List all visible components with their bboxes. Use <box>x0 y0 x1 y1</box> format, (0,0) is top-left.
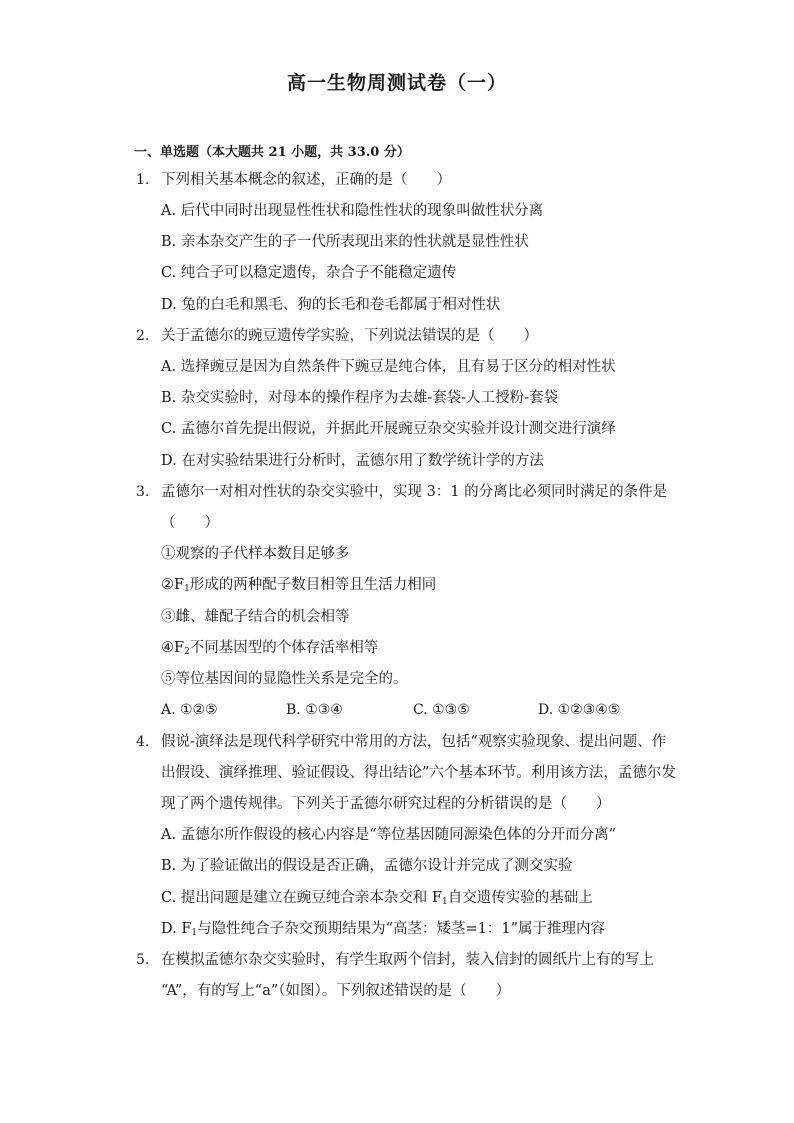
question-3-option-a: A. ①②⑤ <box>161 702 218 718</box>
question-4-option-d: D. $F_1$与隐性纯合子杂交预期结果为“高茎：矮茎=1：1”属于推理内容 <box>161 921 606 938</box>
question-3-item-4: $④F_2$不同基因型的个体存活率相等 <box>161 640 379 657</box>
question-4-stem-line-1: 假说-演绎法是现代科学研究中常用的方法，包括“观察实验现象、提出问题、作 <box>161 734 667 750</box>
question-3-number: 3. <box>136 484 150 500</box>
question-5-stem-line-1: 在模拟孟德尔杂交实验时，有学生取两个信封，装入信封的圆纸片上有的写上 <box>161 952 654 968</box>
question-4-number: 4. <box>136 734 150 750</box>
question-1-option-b: B. 亲本杂交产生的子一代所表现出来的性状就是显性性状 <box>161 234 529 250</box>
question-2-option-b: B. 杂交实验时，对母本的操作程序为去雄-套袋-人工授粉-套袋 <box>161 390 559 406</box>
question-5-number: 5. <box>136 952 150 968</box>
question-1-option-c: C. 纯合子可以稳定遗传，杂合子不能稳定遗传 <box>161 265 457 281</box>
question-4-option-b: B. 为了验证做出的假设是否正确，孟德尔设计并完成了测交实验 <box>161 858 573 874</box>
question-2-option-a: A. 选择豌豆是因为自然条件下豌豆是纯合体，且有易于区分的相对性状 <box>161 359 616 375</box>
question-3-item-5: ⑤等位基因间的显隐性关系是完全的。 <box>161 671 408 687</box>
page-title: 高一生物周测试卷（一） <box>286 72 507 94</box>
question-1-number: 1. <box>136 172 150 188</box>
question-3-option-c: C. ①③⑤ <box>413 702 470 718</box>
question-4-stem-line-2: 出假设、演绎推理、验证假设、得出结论”六个基本环节。利用该方法，孟德尔发 <box>161 765 676 781</box>
question-4-stem-line-3: 现了两个遗传规律。下列关于孟德尔研究过程的分析错误的是（ ） <box>161 796 611 812</box>
question-3-item-1: ①观察的子代样本数目足够多 <box>161 546 350 562</box>
question-2-option-d: D. 在对实验结果进行分析时，孟德尔用了数学统计学的方法 <box>161 453 544 469</box>
question-4-option-c: C. 提出问题是建立在豌豆纯合亲本杂交和 $F_1$自交遗传实验的基础上 <box>161 890 593 907</box>
question-5-stem-line-2: “A”，有的写上“a”（如图）。下列叙述错误的是（ ） <box>161 983 511 999</box>
question-3-item-3: ③雌、雄配子结合的机会相等 <box>161 609 350 625</box>
question-4-option-a: A. 孟德尔所作假设的核心内容是“等位基因随同源染色体的分开而分离” <box>161 827 617 843</box>
question-3-option-d: D. ①②③④⑤ <box>538 702 621 718</box>
question-2-option-c: C. 孟德尔首先提出假说，并据此开展豌豆杂交实验并设计测交进行演绎 <box>161 421 616 437</box>
question-3-item-2: $②F_1$形成的两种配子数目相等且生活力相同 <box>161 577 437 594</box>
section-heading: 一、单选题（本大题共 21 小题，共 33.0 分） <box>134 145 410 160</box>
question-3-stem-line-1: 孟德尔一对相对性状的杂交实验中，实现 3：1 的分离比必须同时满足的条件是 <box>161 484 668 500</box>
question-1-option-d: D. 兔的白毛和黑毛、狗的长毛和卷毛都属于相对性状 <box>161 297 501 313</box>
question-1-option-a: A. 后代中同时出现显性性状和隐性性状的现象叫做性状分离 <box>161 203 544 219</box>
question-3-option-b: B. ①③④ <box>286 702 343 718</box>
question-1-stem: 下列相关基本概念的叙述，正确的是（ ） <box>161 172 451 188</box>
question-2-stem: 关于孟德尔的豌豆遗传学实验，下列说法错误的是（ ） <box>161 328 538 344</box>
question-2-number: 2. <box>136 328 150 344</box>
question-3-stem-line-2: （ ） <box>161 515 219 531</box>
